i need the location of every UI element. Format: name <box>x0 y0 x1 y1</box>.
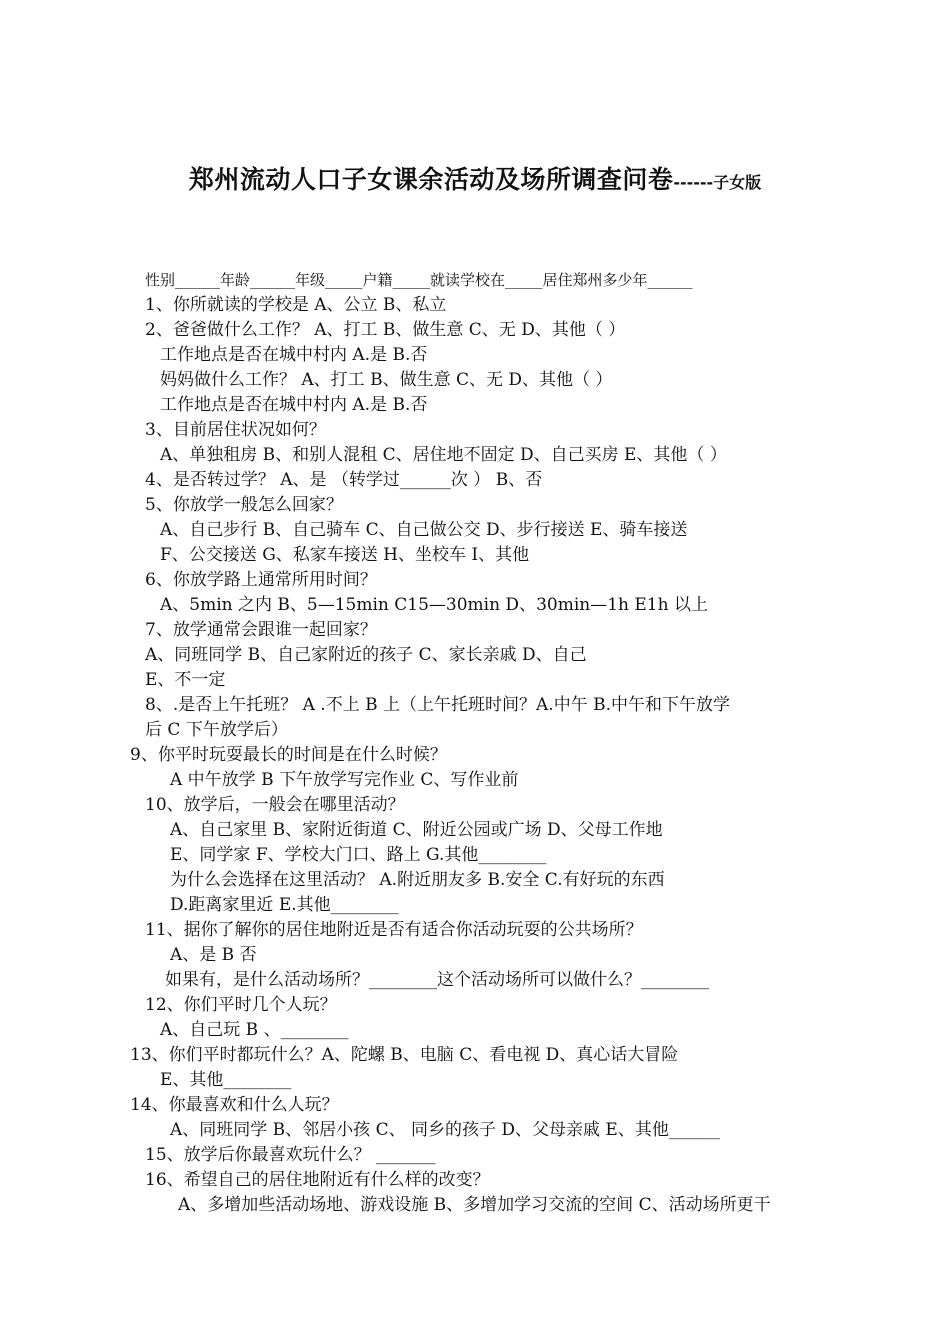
question-11-options: A、是 B 否 <box>170 945 257 965</box>
question-10-reason-b: D.距离家里近 E.其他________ <box>170 895 399 915</box>
question-10-options-b: E、同学家 F、学校大门口、路上 G.其他________ <box>170 845 547 865</box>
question-5-options-a: A、自己步行 B、自己骑车 C、自己做公交 D、步行接送 E、骑车接送 <box>160 520 688 540</box>
question-2: 2、爸爸做什么工作？ A、打工 B、做生意 C、无 D、其他（ ） <box>145 320 626 340</box>
question-10-options-a: A、自己家里 B、家附近街道 C、附近公园或广场 D、父母工作地 <box>170 820 663 840</box>
question-6: 6、你放学路上通常所用时间？ <box>145 570 377 590</box>
title-suffix: ------子女版 <box>673 173 762 192</box>
question-14-options: A、同班同学 B、邻居小孩 C、 同乡的孩子 D、父母亲戚 E、其他______ <box>170 1120 720 1140</box>
question-12-options: A、自己玩 B 、________ <box>160 1020 349 1040</box>
personal-info-line: 性别______年龄______年级_____户籍_____就读学校在_____居住郑州多少年______ <box>145 271 693 289</box>
question-5: 5、你放学一般怎么回家？ <box>145 495 343 515</box>
question-7: 7、放学通常会跟谁一起回家？ <box>145 620 377 640</box>
question-8-continued: 后 C 下午放学后） <box>145 720 288 740</box>
page-title <box>0 160 950 196</box>
question-7-options-b: E、不一定 <box>145 670 226 690</box>
question-10: 10、放学后，一般会在哪里活动？ <box>145 795 405 815</box>
question-3: 3、目前居住状况如何？ <box>145 420 326 440</box>
question-13-options: E、其他________ <box>160 1070 292 1090</box>
question-4: 4、是否转过学？ A、是 （转学过______次 ） B、否 <box>145 470 543 490</box>
question-16: 16、希望自己的居住地附近有什么样的改变？ <box>145 1170 490 1190</box>
question-2-father-location: 工作地点是否在城中村内 A.是 B.否 <box>160 345 428 365</box>
question-13: 13、你们平时都玩什么？A、陀螺 B、电脑 C、看电视 D、真心话大冒险 <box>130 1045 679 1065</box>
question-9: 9、你平时玩耍最长的时间是在什么时候？ <box>130 745 447 765</box>
question-1: 1、你所就读的学校是 A、公立 B、私立 <box>145 295 447 315</box>
question-10-reason: 为什么会选择在这里活动？ A.附近朋友多 B.安全 C.有好玩的东西 <box>170 870 665 890</box>
question-12: 12、你们平时几个人玩？ <box>145 995 337 1015</box>
question-7-options-a: A、同班同学 B、自己家附近的孩子 C、家长亲戚 D、自己 <box>145 645 587 665</box>
question-2-mother-location: 工作地点是否在城中村内 A.是 B.否 <box>160 395 428 415</box>
question-6-options: A、5min 之内 B、5—15min C15—30min D、30min—1h E1h 以上 <box>160 595 708 615</box>
question-9-options: A 中午放学 B 下午放学写完作业 C、写作业前 <box>170 770 519 790</box>
question-11: 11、据你了解你的居住地附近是否有适合你活动玩耍的公共场所？ <box>145 920 643 940</box>
title-main: 郑州流动人口子女课余活动及场所调查问卷 <box>188 165 674 194</box>
question-3-options: A、单独租房 B、和别人混租 C、居住地不固定 D、自己买房 E、其他（ ） <box>160 445 727 465</box>
question-2-mother-job: 妈妈做什么工作？ A、打工 B、做生意 C、无 D、其他（ ） <box>160 370 613 390</box>
question-11-followup: 如果有，是什么活动场所？________这个活动场所可以做什么？________ <box>165 970 709 990</box>
question-8: 8、.是否上午托班？ A .不上 B 上（上午托班时间？A.中午 B.中午和下午放学 <box>145 695 730 715</box>
question-15: 15、放学后你最喜欢玩什么？ _______ <box>145 1145 436 1165</box>
question-14: 14、你最喜欢和什么人玩？ <box>130 1095 339 1115</box>
question-5-options-b: F、公交接送 G、私家车接送 H、坐校车 I、其他 <box>160 545 530 565</box>
question-16-options: A、多增加些活动场地、游戏设施 B、多增加学习交流的空间 C、活动场所更干 <box>178 1195 771 1215</box>
